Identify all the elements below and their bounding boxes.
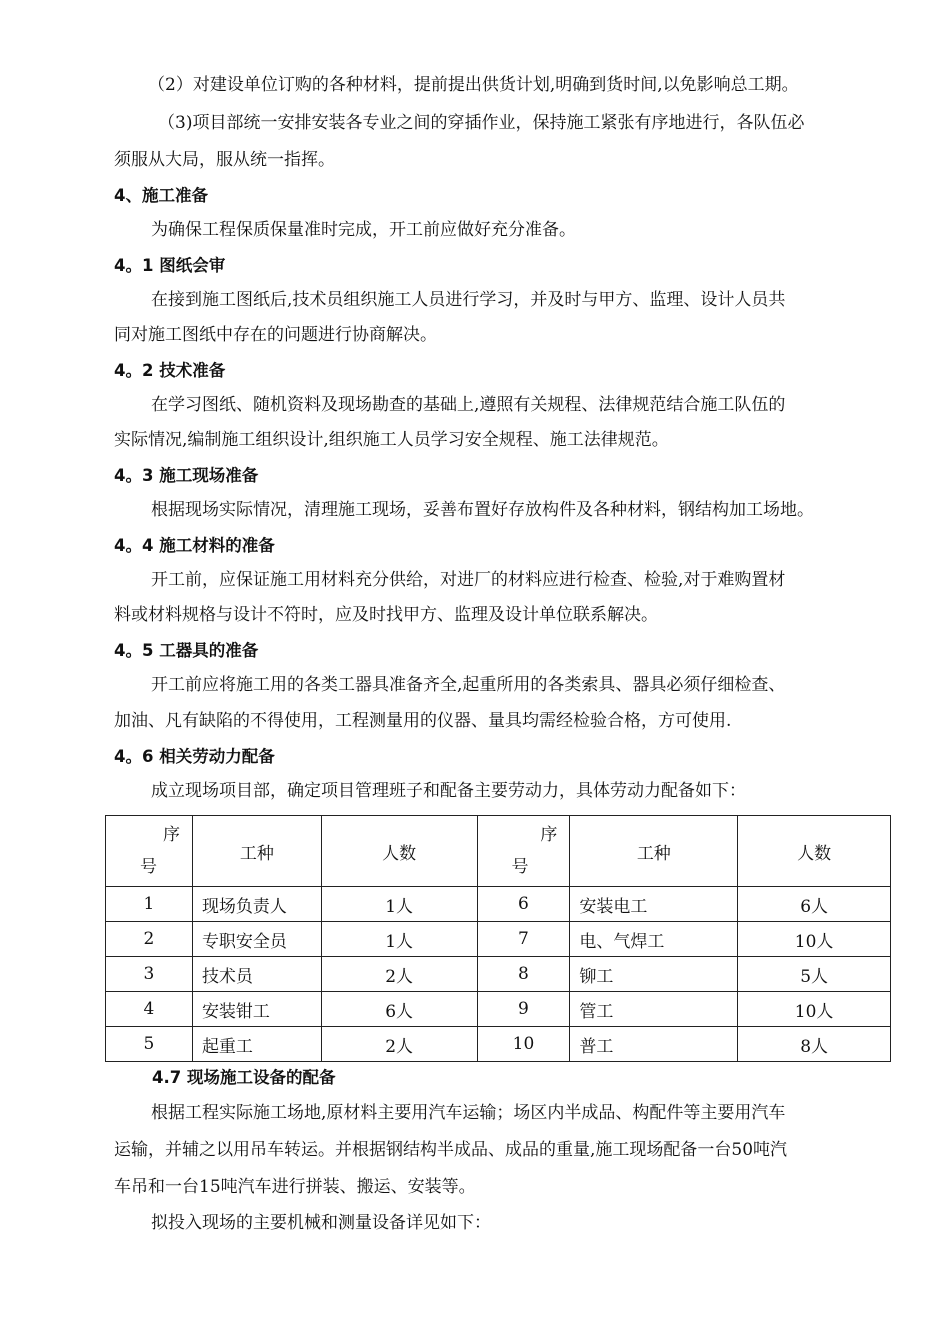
cell-seq: 1 [106, 887, 193, 922]
cell-type: 安装钳工 [192, 992, 321, 1027]
table-row [106, 992, 891, 1027]
header-type-left: 工种 [192, 816, 321, 887]
table-row [106, 922, 891, 957]
paragraph-4-7-cont-1: 运输，并辅之以用吊车转运。并根据钢结构半成品、成品的重量,施工现场配备一台50吨汽 [114, 1140, 788, 1160]
paragraph-4-3: 根据现场实际情况，清理施工现场，妥善布置好存放构件及各种材料，钢结构加工场地。 [151, 500, 814, 520]
paragraph-item-3-cont: 须服从大局，服从统一指挥。 [114, 150, 335, 170]
section-heading-4-6: 4。6 相关劳动力配备 [114, 747, 275, 766]
header-type-right: 工种 [570, 816, 738, 887]
section-heading-4: 4、施工准备 [114, 186, 208, 205]
cell-seq: 4 [106, 992, 193, 1027]
cell-type: 现场负责人 [192, 887, 321, 922]
header-seq-right: 序 号 [477, 816, 570, 887]
paragraph-4-4: 开工前，应保证施工用材料充分供给，对进厂的材料应进行检查、检验,对于难购置材 [151, 570, 786, 590]
cell-type: 专职安全员 [192, 922, 321, 957]
cell-count: 1人 [321, 922, 477, 957]
table-row [106, 887, 891, 922]
header-count-right: 人数 [738, 816, 891, 887]
header-seq-left: 序 号 [106, 816, 193, 887]
paragraph-4-5: 开工前应将施工用的各类工器具准备齐全,起重所用的各类索具、器具必须仔细检查、 [151, 675, 786, 695]
cell-type: 技术员 [192, 957, 321, 992]
section-heading-4-4: 4。4 施工材料的准备 [114, 536, 275, 555]
paragraph-4-1-cont: 同对施工图纸中存在的问题进行协商解决。 [114, 325, 437, 345]
cell-count: 5人 [738, 957, 891, 992]
cell-count: 6人 [321, 992, 477, 1027]
cell-type: 安装电工 [570, 887, 738, 922]
cell-count: 8人 [738, 1027, 891, 1062]
paragraph-equipment-intro: 拟投入现场的主要机械和测量设备详见如下： [151, 1213, 491, 1233]
paragraph-4-4-cont: 料或材料规格与设计不符时，应及时找甲方、监理及设计单位联系解决。 [114, 605, 658, 625]
paragraph-4-5-cont: 加油、凡有缺陷的不得使用，工程测量用的仪器、量具均需经检验合格，方可使用. [114, 711, 732, 731]
paragraph-4-2-cont: 实际情况,编制施工组织设计,组织施工人员学习安全规程、施工法律规范。 [114, 430, 669, 450]
cell-count: 1人 [321, 887, 477, 922]
table-header-row [106, 816, 891, 887]
section-heading-4-7: 4.7 现场施工设备的配备 [152, 1068, 336, 1087]
cell-seq: 6 [477, 887, 570, 922]
section-heading-4-3: 4。3 施工现场准备 [114, 466, 259, 485]
cell-seq: 8 [477, 957, 570, 992]
cell-count: 2人 [321, 957, 477, 992]
table-row [106, 1027, 891, 1062]
cell-count: 10人 [738, 992, 891, 1027]
cell-count: 6人 [738, 887, 891, 922]
cell-seq: 3 [106, 957, 193, 992]
cell-type: 电、气焊工 [570, 922, 738, 957]
section-heading-4-1: 4。1 图纸会审 [114, 256, 226, 275]
paragraph-item-3: （3)项目部统一安排安装各专业之间的穿插作业，保持施工紧张有序地进行，各队伍必 [158, 113, 805, 133]
labor-allocation-table [105, 815, 891, 1062]
cell-count: 10人 [738, 922, 891, 957]
paragraph-4-1: 在接到施工图纸后,技术员组织施工人员进行学习，并及时与甲方、监理、设计人员共 [151, 290, 786, 310]
cell-type: 管工 [570, 992, 738, 1027]
table-row [106, 957, 891, 992]
cell-type: 铆工 [570, 957, 738, 992]
cell-seq: 10 [477, 1027, 570, 1062]
cell-type: 普工 [570, 1027, 738, 1062]
paragraph-4-2: 在学习图纸、随机资料及现场勘查的基础上,遵照有关规程、法律规范结合施工队伍的 [151, 395, 786, 415]
paragraph-4-6: 成立现场项目部，确定项目管理班子和配备主要劳动力，具体劳动力配备如下： [151, 781, 746, 801]
paragraph-4-intro: 为确保工程保质保量准时完成，开工前应做好充分准备。 [151, 220, 576, 240]
section-heading-4-5: 4。5 工器具的准备 [114, 641, 259, 660]
paragraph-4-7-cont-2: 车吊和一台15吨汽车进行拼装、搬运、安装等。 [114, 1177, 476, 1197]
cell-seq: 5 [106, 1027, 193, 1062]
section-heading-4-2: 4。2 技术准备 [114, 361, 226, 380]
paragraph-item-2: （2）对建设单位订购的各种材料，提前提出供货计划,明确到货时间,以免影响总工期。 [148, 75, 799, 95]
cell-count: 2人 [321, 1027, 477, 1062]
header-count-left: 人数 [321, 816, 477, 887]
cell-type: 起重工 [192, 1027, 321, 1062]
cell-seq: 2 [106, 922, 193, 957]
cell-seq: 7 [477, 922, 570, 957]
cell-seq: 9 [477, 992, 570, 1027]
paragraph-4-7: 根据工程实际施工场地,原材料主要用汽车运输；场区内半成品、构配件等主要用汽车 [151, 1103, 786, 1123]
